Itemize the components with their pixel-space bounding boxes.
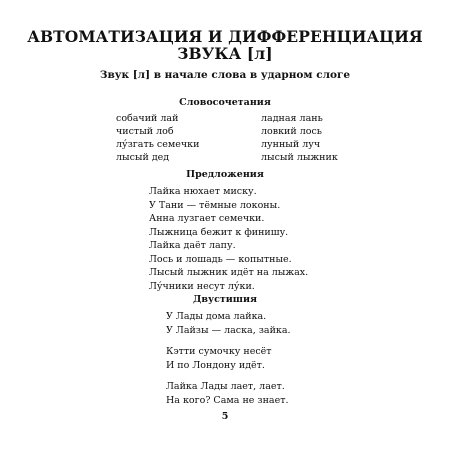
section-subtitle: Звук [л] в начале слова в ударном слоге bbox=[99, 69, 351, 81]
couplet-3 bbox=[166, 380, 289, 407]
word-combination: лу́згать семечки bbox=[116, 139, 200, 150]
word-combinations-heading: Словосочетания bbox=[179, 97, 271, 108]
couplet-line: У Лады дома лайка. bbox=[166, 311, 267, 322]
word-combination: лунный луч bbox=[261, 139, 321, 150]
couplet-line: И по Лондону идёт. bbox=[166, 359, 265, 371]
sentence: Лайка даёт лапу. bbox=[149, 240, 236, 251]
word-combination: чистый лоб bbox=[116, 126, 174, 137]
word-combination: лысый дед bbox=[116, 152, 170, 163]
word-combination: собачий лай bbox=[116, 113, 179, 124]
page-number: 5 bbox=[221, 411, 229, 422]
chapter-title-line-2: ЗВУКА [л] bbox=[177, 44, 273, 63]
couplet-1 bbox=[166, 310, 291, 337]
sentence: Лайка нюхает миску. bbox=[149, 186, 257, 197]
word-combination: ловкий лось bbox=[261, 126, 322, 137]
word-combination: ладная лань bbox=[261, 113, 323, 124]
sentence: Лысый лыжник идёт на лыжах. bbox=[149, 267, 309, 278]
chapter-title-line-1: АВТОМАТИЗАЦИЯ И ДИФФЕРЕНЦИАЦИЯ bbox=[27, 27, 423, 46]
couplet-line: Лайка Лады лает, лает. bbox=[166, 381, 285, 392]
word-combination: лысый лыжник bbox=[261, 152, 338, 163]
sentence: Лось и лошадь — копытные. bbox=[149, 253, 292, 265]
couplets-heading: Двустишия bbox=[192, 294, 258, 305]
couplet-2 bbox=[166, 345, 272, 372]
sentence: Лу́чники несут лу́ки. bbox=[149, 280, 255, 292]
sentences-heading: Предложения bbox=[186, 169, 264, 180]
sentences-list bbox=[149, 185, 308, 293]
couplet-line: Кэтти сумочку несёт bbox=[166, 346, 272, 357]
sentence: Лыжница бежит к финишу. bbox=[149, 226, 289, 238]
word-combinations-left-column bbox=[116, 112, 199, 164]
couplet-line: На кого? Сама не знает. bbox=[166, 394, 289, 406]
word-combinations-right-column bbox=[261, 112, 338, 164]
sentence: У Тани — тёмные локоны. bbox=[149, 199, 281, 211]
couplet-line: У Лайзы — ласка, зайка. bbox=[166, 324, 291, 336]
sentence: Анна лузгает семечки. bbox=[149, 213, 265, 224]
